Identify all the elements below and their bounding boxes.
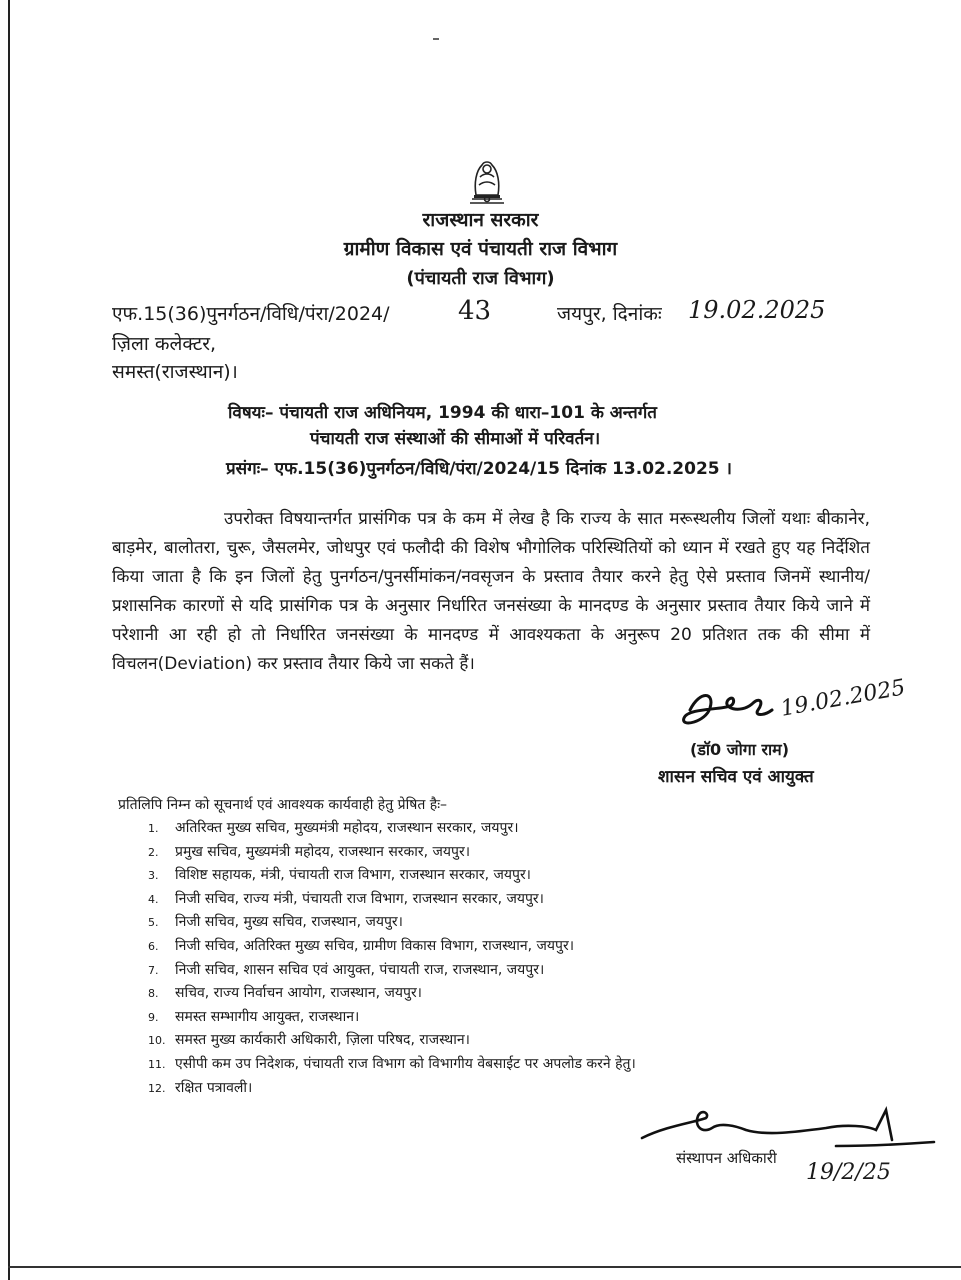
list-item bbox=[148, 1054, 636, 1078]
list-item-text: प्रमुख सचिव, मुख्यमंत्री महोदय, राजस्थान सरकार, जयपुर। bbox=[175, 843, 471, 860]
list-item-number: 9. bbox=[148, 1010, 159, 1024]
list-item-text: विशिष्ट सहायक, मंत्री, पंचायती राज विभाग, राजस्थान सरकार, जयपुर। bbox=[175, 867, 531, 884]
second-signatory-designation: संस्थापन अधिकारी bbox=[676, 1149, 777, 1167]
department-name: ग्रामीण विकास एवं पंचायती राज विभाग bbox=[343, 238, 618, 260]
handwritten-reference-number: 43 bbox=[458, 296, 492, 326]
national-emblem-icon bbox=[458, 155, 516, 207]
page-edge-bottom bbox=[8, 1266, 961, 1268]
second-signature-handwritten-date: 19/2/25 bbox=[806, 1160, 891, 1185]
list-item-text: निजी सचिव, शासन सचिव एवं आयुक्त, पंचायती राज, राजस्थान, जयपुर। bbox=[175, 961, 545, 978]
list-item-number: 1. bbox=[148, 822, 159, 835]
prior-reference-line: प्रसंगः– एफ.15(36)पुनर्गठन/विधि/पंरा/2024/15 दिनांक 13.02.2025 । bbox=[226, 459, 732, 479]
list-item-text: समस्त मुख्य कार्यकारी अधिकारी, ज़िला परिषद, राजस्थान। bbox=[175, 1032, 470, 1049]
list-item-number: 8. bbox=[148, 987, 159, 1001]
list-item-number: 5. bbox=[148, 916, 159, 930]
list-item-text: निजी सचिव, अतिरिक्त मुख्य सचिव, ग्रामीण विकास विभाग, राजस्थान, जयपुर। bbox=[175, 937, 575, 954]
subject-line-1: विषयः– पंचायती राज अधिनियम, 1994 की धारा–101 के अन्तर्गत bbox=[228, 403, 657, 423]
body-paragraph: उपरोक्त विषयान्तर्गत प्रासंगिक पत्र के कम में लेख है कि राज्य के सात मरूस्थलीय जिलों यथाः बीकानेर, बाड़मेर, बालोतरा, चुरू, जैसलमेर, जोधपुर एवं फलौदी की विशेष भौगोलिक परिस्थितियों को ध्यान में रखते हुए यह निर्देशित किया जाता है कि इन जिलों हेतु पुनर्गठन/पुनर्सीमांकन/नवसृजन के प्रस्ताव तैयार करने हेतु ऐसे प्रस्ताव जिनमें स्थानीय/प्रशासनिक कारणों से यदि प्रासंगिक पत्र के अनुसार निर्धारित जनसंख्या के मानदण्ड के अनुसार प्रस्ताव तैयार किये जाने में परेशानी आ रही हो तो निर्धारित जनसंख्या के मानदण्ड में आवश्यकता के अनुरूप 20 प्रतिशत तक की सीमा में विचलन(Deviation) कर प्रस्ताव तैयार किये जा सकते हैं। bbox=[112, 509, 870, 674]
list-item-text: अतिरिक्त मुख्य सचिव, मुख्यमंत्री महोदय, राजस्थान सरकार, जयपुर। bbox=[175, 820, 519, 836]
scan-speck bbox=[433, 38, 439, 40]
list-item bbox=[148, 842, 636, 866]
sub-department-name: (पंचायती राज विभाग) bbox=[406, 268, 555, 289]
list-item-number: 12. bbox=[148, 1081, 166, 1095]
list-item-text: निजी सचिव, मुख्य सचिव, राजस्थान, जयपुर। bbox=[175, 914, 403, 931]
list-item bbox=[148, 1007, 636, 1031]
signatory-designation: शासन सचिव एवं आयुक्त bbox=[658, 767, 814, 787]
list-item bbox=[148, 818, 636, 842]
list-item-number: 7. bbox=[148, 963, 159, 977]
list-item bbox=[148, 912, 636, 936]
list-item bbox=[148, 983, 636, 1007]
signature-handwritten-date: 19.02.2025 bbox=[778, 675, 908, 722]
list-item-text: निजी सचिव, राज्य मंत्री, पंचायती राज विभाग, राजस्थान सरकार, जयपुर। bbox=[175, 890, 544, 907]
page-edge-left bbox=[8, 0, 10, 1280]
establishment-officer-signature-icon bbox=[636, 1100, 936, 1190]
list-item bbox=[148, 936, 636, 960]
list-item-number: 10. bbox=[148, 1034, 166, 1048]
addressee-line-1: ज़िला कलेक्टर, bbox=[112, 333, 217, 355]
list-item-text: रक्षित पत्रावली। bbox=[175, 1079, 253, 1096]
signatory-name: (डॉ0 जोगा राम) bbox=[690, 740, 790, 759]
list-item bbox=[148, 1078, 636, 1102]
list-item-text: समस्त सम्भागीय आयुक्त, राजस्थान। bbox=[175, 1008, 360, 1025]
place-date-label: जयपुर, दिनांकः bbox=[557, 303, 662, 325]
list-item-number: 2. bbox=[148, 845, 159, 859]
copy-to-list bbox=[148, 818, 636, 1101]
addressee-line-2: समस्त(राजस्थान)। bbox=[112, 361, 238, 383]
copy-to-intro: प्रतिलिपि निम्न को सूचनार्थ एवं आवश्यक कार्यवाही हेतु प्रेषित हैः– bbox=[118, 797, 448, 813]
list-item-number: 11. bbox=[148, 1057, 166, 1071]
list-item bbox=[148, 960, 636, 984]
list-item-text: एसीपी कम उप निदेशक, पंचायती राज विभाग को विभागीय वेबसाईट पर अपलोड करने हेतु। bbox=[175, 1055, 636, 1072]
list-item-number: 3. bbox=[148, 869, 159, 883]
list-item bbox=[148, 865, 636, 889]
handwritten-issue-date: 19.02.2025 bbox=[688, 296, 826, 324]
list-item bbox=[148, 889, 636, 913]
list-item bbox=[148, 1030, 636, 1054]
list-item-number: 4. bbox=[148, 892, 159, 906]
subject-line-2: पंचायती राज संस्थाओं की सीमाओं में परिवर्तन। bbox=[310, 429, 601, 449]
list-item-number: 6. bbox=[148, 939, 159, 953]
reference-number: एफ.15(36)पुनर्गठन/विधि/पंरा/2024/ bbox=[112, 303, 390, 325]
government-name: राजस्थान सरकार bbox=[422, 209, 539, 231]
list-item-text: सचिव, राज्य निर्वाचन आयोग, राजस्थान, जयपुर। bbox=[175, 985, 422, 1002]
